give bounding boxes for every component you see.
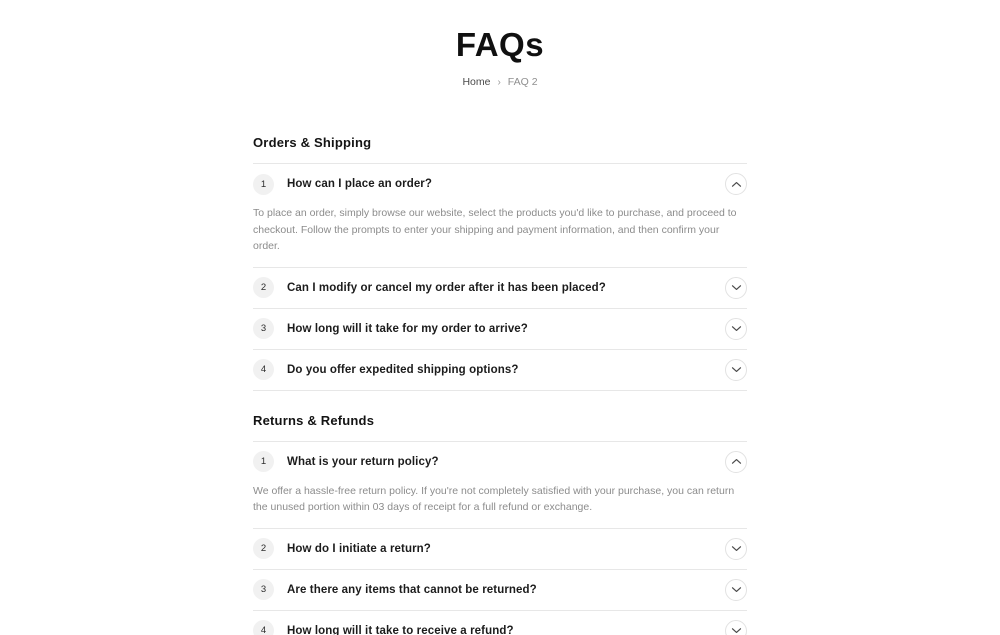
question-number-badge: 3 [253, 579, 274, 600]
question-number-badge: 3 [253, 318, 274, 339]
faq-question-row[interactable] [253, 529, 747, 569]
chevron-down-icon[interactable] [725, 538, 747, 560]
question-text: How long will it take to receive a refund? [287, 624, 514, 635]
faq-item[interactable] [253, 164, 747, 268]
page-title: FAQs [455, 26, 545, 63]
chevron-down-icon[interactable] [725, 277, 747, 299]
faq-question-row[interactable] [253, 350, 747, 390]
faq-item-list [253, 163, 747, 391]
faq-item-list [253, 441, 747, 635]
faq-section [253, 135, 747, 391]
chevron-down-icon[interactable] [725, 579, 747, 601]
question-number-badge: 4 [253, 359, 274, 380]
question-number-badge: 2 [253, 538, 274, 559]
faq-section [253, 413, 747, 635]
answer-text: We offer a hassle-free return policy. If you're not completely satisfied with your purchase, you can return the unused portion within 03 days of receipt for a full refund or exchange. [253, 484, 735, 513]
faq-page [253, 0, 747, 635]
question-text: Are there any items that cannot be returned? [287, 583, 537, 596]
section-heading: Orders & Shipping [253, 135, 372, 150]
question-text: Can I modify or cancel my order after it has been placed? [287, 281, 606, 294]
faq-item[interactable] [253, 268, 747, 309]
breadcrumb-home-link[interactable]: Home [462, 76, 491, 88]
question-number-badge: 2 [253, 277, 274, 298]
chevron-down-icon[interactable] [725, 359, 747, 381]
breadcrumb-current: FAQ 2 [507, 76, 538, 88]
question-number-badge: 1 [253, 174, 274, 195]
question-number-badge: 1 [253, 451, 274, 472]
question-text: What is your return policy? [287, 455, 439, 468]
faq-question-row[interactable] [253, 611, 747, 635]
answer-text: To place an order, simply browse our website, select the products you'd like to purchase, and proceed to checkout. Follow the prompts to enter your shipping and payment information, and then confirm your order. [253, 207, 737, 252]
chevron-up-icon[interactable] [725, 451, 747, 473]
faq-item[interactable] [253, 350, 747, 391]
faq-question-row[interactable] [253, 268, 747, 308]
chevron-down-icon[interactable] [725, 318, 747, 340]
faq-question-row[interactable] [253, 309, 747, 349]
faq-sections [253, 135, 747, 635]
faq-item[interactable] [253, 611, 747, 635]
question-text: Do you offer expedited shipping options? [287, 363, 519, 376]
question-text: How long will it take for my order to arrive? [287, 322, 528, 335]
breadcrumb-separator-icon: › [497, 76, 501, 88]
faq-item[interactable] [253, 570, 747, 611]
question-number-badge: 4 [253, 620, 274, 635]
faq-question-row[interactable] [253, 570, 747, 610]
faq-item[interactable] [253, 529, 747, 570]
chevron-up-icon[interactable] [725, 173, 747, 195]
question-text: How do I initiate a return? [287, 542, 431, 555]
chevron-down-icon[interactable] [725, 620, 747, 635]
faq-item[interactable] [253, 309, 747, 350]
faq-item[interactable] [253, 442, 747, 529]
faq-question-row[interactable] [253, 164, 747, 204]
section-heading: Returns & Refunds [253, 412, 375, 428]
faq-question-row[interactable] [253, 442, 747, 482]
question-text: How can I place an order? [287, 178, 433, 190]
breadcrumb [253, 76, 747, 88]
